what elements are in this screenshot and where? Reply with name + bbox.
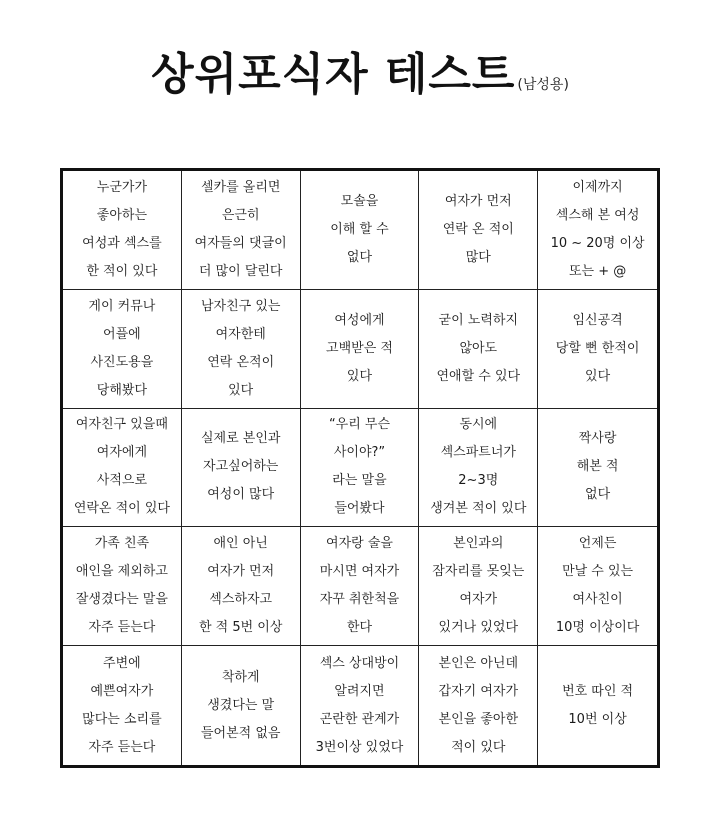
bingo-cell: 가족 친족 애인을 제외하고 잘생겼다는 말을 자주 듣는다: [63, 527, 182, 646]
bingo-cell: 누군가가 좋아하는 여성과 섹스를 한 적이 있다: [63, 171, 182, 290]
bingo-cell: 모솔을 이해 할 수 없다: [301, 171, 420, 290]
bingo-cell: “우리 무슨 사이야?” 라는 말을 들어봤다: [301, 409, 420, 528]
bingo-cell: 남자친구 있는 여자한테 연락 온적이 있다: [182, 290, 301, 409]
bingo-cell: 이제까지 섹스해 본 여성 10 ~ 20명 이상 또는 + @: [538, 171, 657, 290]
bingo-cell: 실제로 본인과 자고싶어하는 여성이 많다: [182, 409, 301, 528]
page-title: 상위포식자 테스트: [151, 49, 516, 100]
bingo-cell: 번호 따인 적 10번 이상: [562, 683, 634, 727]
bingo-cell: 언제든 만날 수 있는 여사친이 10명 이상이다: [538, 527, 657, 646]
bingo-cell: 굳이 노력하지 않아도 연애할 수 있다: [419, 290, 538, 409]
bingo-cell: 동시에 섹스파트너가 2~3명 생겨본 적이 있다: [419, 409, 538, 528]
bingo-cell: 게이 커뮤나 어플에 사진도용을 당해봤다: [63, 290, 182, 409]
bingo-cell: 여자친구 있을때 여자에게 사적으로 연락온 적이 있다: [63, 409, 182, 528]
bingo-cell: 본인과의 잠자리를 못잊는 여자가 있거나 있었다: [419, 527, 538, 646]
bingo-grid: [60, 168, 660, 768]
bingo-cell: 애인 아닌 여자가 먼저 섹스하자고 한 적 5번 이상: [182, 527, 301, 646]
bingo-cell: 여성에게 고백받은 적 있다: [301, 290, 420, 409]
bingo-cell: 주변에 예쁜여자가 많다는 소리를 자주 듣는다: [63, 646, 182, 765]
bingo-cell: 착하게 생겼다는 말 들어본적 없음: [182, 646, 301, 765]
page-subtitle: (남성용): [517, 77, 569, 93]
bingo-cell: 여자랑 술을 마시면 여자가 자꾸 취한척을 한다: [301, 527, 420, 646]
bingo-cell: 섹스 상대방이 알려지면 곤란한 관계가 3번이상 있었다: [301, 646, 420, 765]
bingo-cell: 여자가 먼저 연락 온 적이 많다: [419, 171, 538, 290]
bingo-cell: 본인은 아닌데 갑자기 여자가 본인을 좋아한 적이 있다: [419, 646, 538, 765]
bingo-cell: 임신공격 당할 뻔 한적이 있다: [538, 290, 657, 409]
bingo-cell: 셀카를 올리면 은근히 여자들의 댓글이 더 많이 달린다: [182, 171, 301, 290]
title-block: [0, 38, 720, 102]
bingo-cell: 짝사랑 해본 적 없다: [538, 409, 657, 528]
